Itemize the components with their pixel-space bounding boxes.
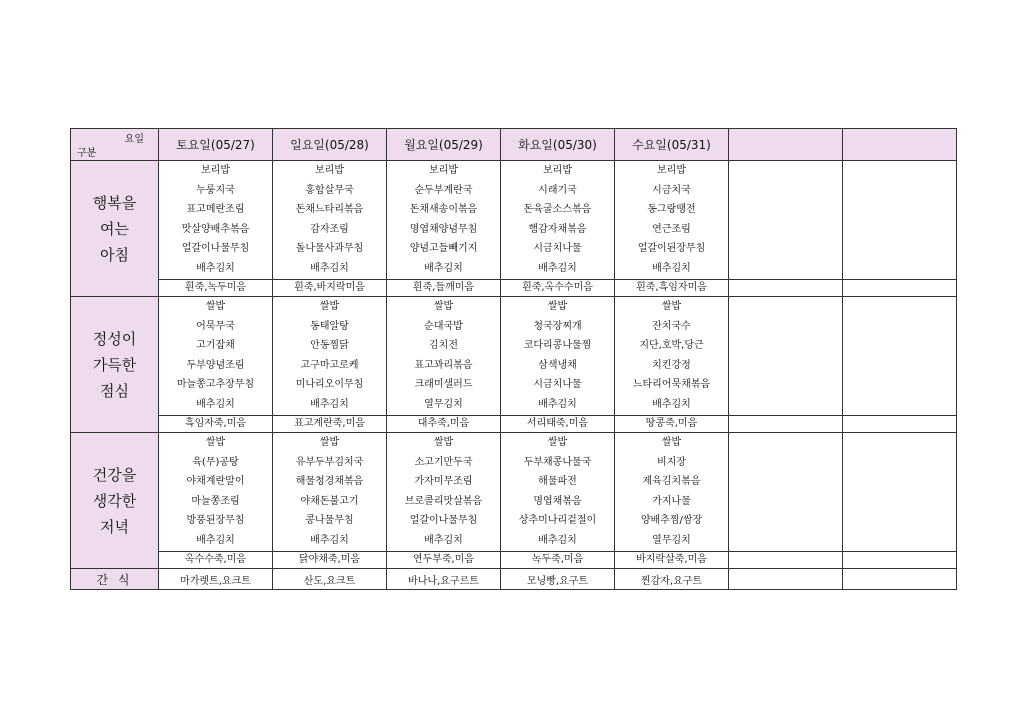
menu-item: 김치전 bbox=[429, 340, 458, 351]
menu-item: 쌀밥 bbox=[433, 301, 454, 312]
lunch-porridge-row bbox=[71, 416, 957, 433]
menu-item: 누룽지국 bbox=[196, 184, 235, 196]
menu-item: 표고메란조림 bbox=[186, 204, 245, 215]
menu-item: 쌀밥 bbox=[547, 437, 568, 448]
dinner-label-line: 저녁 bbox=[100, 517, 129, 536]
menu-cell bbox=[387, 297, 501, 416]
snack-cell: 바나나,요구르트 bbox=[387, 569, 501, 590]
menu-item: 야채계란말이 bbox=[186, 476, 245, 487]
snack-cell: 마가렛트,요크트 bbox=[159, 569, 273, 590]
menu-cell bbox=[843, 433, 957, 552]
porridge-cell: 흰죽,녹두미음 bbox=[159, 280, 273, 297]
porridge-cell bbox=[843, 552, 957, 569]
porridge-cell bbox=[729, 552, 843, 569]
menu-cell bbox=[501, 433, 615, 552]
porridge-cell: 연두부죽,미음 bbox=[387, 552, 501, 569]
menu-cell bbox=[615, 297, 729, 416]
menu-item: 지단,호박,당근 bbox=[639, 340, 704, 351]
lunch-label-line: 점심 bbox=[100, 381, 129, 400]
menu-item: 명엽채볶음 bbox=[533, 495, 582, 507]
menu-item: 야채돈불고기 bbox=[300, 495, 359, 507]
menu-item: 육(무)공탕 bbox=[192, 456, 239, 468]
porridge-cell bbox=[729, 416, 843, 433]
menu-cell bbox=[273, 297, 387, 416]
porridge-cell: 흰죽,들깨미음 bbox=[387, 280, 501, 297]
menu-item: 잔치국수 bbox=[652, 320, 691, 332]
porridge-cell bbox=[843, 416, 957, 433]
menu-item: 보리밥 bbox=[315, 165, 344, 176]
menu-item: 가자미무조림 bbox=[414, 476, 473, 487]
menu-item: 열무김치 bbox=[652, 534, 691, 546]
menu-item: 쌀밥 bbox=[661, 437, 682, 448]
menu-item: 소고기만두국 bbox=[414, 456, 473, 468]
dinner-label-line: 생각한 bbox=[92, 491, 137, 510]
menu-cell bbox=[729, 297, 843, 416]
menu-item: 치킨강정 bbox=[652, 359, 691, 371]
lunch-menu-row bbox=[71, 297, 957, 416]
menu-item: 홍합살무국 bbox=[305, 184, 354, 196]
snack-cell: 찐감자,요구트 bbox=[615, 569, 729, 590]
menu-item: 코다리콩나물찜 bbox=[523, 340, 592, 351]
menu-cell bbox=[387, 161, 501, 280]
menu-item: 배추김치 bbox=[652, 262, 691, 274]
corner-header-cell bbox=[71, 129, 159, 161]
menu-item: 안동찜닭 bbox=[310, 340, 349, 351]
day-header: 화요일(05/30) bbox=[501, 129, 615, 161]
menu-item: 시래기국 bbox=[538, 184, 577, 196]
breakfast-label-line: 아침 bbox=[100, 245, 129, 264]
porridge-cell: 흰죽,흑임자미음 bbox=[615, 280, 729, 297]
menu-item: 감자조림 bbox=[310, 223, 349, 235]
menu-item: 배추김치 bbox=[538, 262, 577, 274]
porridge-cell: 바지락살죽,미음 bbox=[615, 552, 729, 569]
porridge-cell: 표고계란죽,미음 bbox=[273, 416, 387, 433]
menu-item: 브로콜리맛살볶음 bbox=[404, 495, 483, 507]
breakfast-label bbox=[71, 161, 159, 297]
porridge-cell bbox=[729, 280, 843, 297]
porridge-cell: 닭야채죽,미음 bbox=[273, 552, 387, 569]
menu-item: 두부양념조림 bbox=[186, 359, 245, 371]
menu-item: 배추김치 bbox=[538, 398, 577, 410]
menu-item: 보리밥 bbox=[429, 165, 458, 176]
lunch-label-line: 가득한 bbox=[92, 355, 137, 374]
menu-item: 콩나물무침 bbox=[305, 515, 354, 526]
menu-item: 배추김치 bbox=[196, 398, 235, 410]
breakfast-label-line: 행복을 bbox=[92, 193, 137, 212]
menu-item: 시금치국 bbox=[652, 184, 691, 196]
menu-item: 얼갈이된장무침 bbox=[637, 243, 706, 254]
dinner-label-line: 건강을 bbox=[92, 465, 137, 484]
menu-item: 쌀밥 bbox=[433, 437, 454, 448]
menu-item: 크래미샐러드 bbox=[414, 379, 473, 390]
day-header bbox=[843, 129, 957, 161]
menu-item: 시금치나물 bbox=[533, 243, 582, 254]
corner-day-label: 요일 bbox=[124, 134, 144, 145]
menu-item: 고기잡채 bbox=[196, 340, 235, 351]
snack-cell bbox=[843, 569, 957, 590]
menu-item: 보리밥 bbox=[543, 165, 572, 176]
menu-item: 명엽채양념무침 bbox=[409, 223, 478, 235]
menu-cell bbox=[843, 297, 957, 416]
menu-cell bbox=[273, 161, 387, 280]
menu-item: 마늘쫑조림 bbox=[191, 495, 240, 507]
menu-item: 배추김치 bbox=[310, 398, 349, 410]
menu-item: 쌀밥 bbox=[547, 301, 568, 312]
menu-cell bbox=[501, 297, 615, 416]
porridge-cell: 흰죽,바지락미음 bbox=[273, 280, 387, 297]
menu-item: 비지장 bbox=[657, 456, 686, 468]
menu-item: 미나리오이무침 bbox=[295, 379, 364, 390]
menu-cell bbox=[843, 161, 957, 280]
menu-item: 돈육굴소스볶음 bbox=[523, 204, 592, 215]
menu-item: 동그랑땡전 bbox=[647, 204, 696, 215]
menu-item: 배추김치 bbox=[652, 398, 691, 410]
porridge-cell: 땅콩죽,미음 bbox=[615, 416, 729, 433]
header-row bbox=[71, 129, 957, 161]
dinner-menu-row bbox=[71, 433, 957, 552]
porridge-cell: 대추죽,미음 bbox=[387, 416, 501, 433]
menu-item: 방풍된장무침 bbox=[186, 515, 245, 526]
porridge-cell: 서리태죽,미음 bbox=[501, 416, 615, 433]
day-header: 일요일(05/28) bbox=[273, 129, 387, 161]
breakfast-label-line: 여는 bbox=[100, 219, 129, 238]
menu-item: 마늘쫑고추장무침 bbox=[176, 379, 255, 390]
breakfast-porridge-row bbox=[71, 280, 957, 297]
menu-item: 보리밥 bbox=[201, 165, 230, 176]
menu-item: 배추김치 bbox=[196, 262, 235, 274]
day-header: 토요일(05/27) bbox=[159, 129, 273, 161]
menu-item: 얼갈이나물무침 bbox=[409, 515, 478, 526]
menu-item: 배추김치 bbox=[424, 262, 463, 274]
menu-item: 맛살양배추볶음 bbox=[181, 223, 250, 235]
porridge-cell: 흰죽,옥수수미음 bbox=[501, 280, 615, 297]
menu-item: 제육김치볶음 bbox=[642, 476, 701, 487]
menu-item: 두부채콩나물국 bbox=[523, 456, 592, 468]
menu-item: 시금치나물 bbox=[533, 379, 582, 390]
menu-item: 해물청경채볶음 bbox=[295, 476, 364, 487]
menu-item: 가지나물 bbox=[652, 495, 691, 507]
menu-item: 쌀밥 bbox=[205, 301, 226, 312]
menu-item: 쌀밥 bbox=[661, 301, 682, 312]
menu-cell bbox=[729, 161, 843, 280]
menu-item: 유부두부김치국 bbox=[295, 456, 364, 468]
menu-cell bbox=[729, 433, 843, 552]
snack-cell: 모닝빵,요구트 bbox=[501, 569, 615, 590]
menu-item: 쌀밥 bbox=[319, 437, 340, 448]
menu-item: 연근조림 bbox=[652, 223, 691, 235]
menu-item: 양배추찜/쌈장 bbox=[640, 515, 703, 526]
menu-item: 해물파전 bbox=[538, 476, 577, 487]
lunch-label-line: 정성이 bbox=[92, 329, 137, 348]
dinner-label bbox=[71, 433, 159, 569]
menu-item: 열무김치 bbox=[424, 398, 463, 410]
menu-item: 배추김치 bbox=[310, 534, 349, 546]
menu-cell bbox=[159, 297, 273, 416]
corner-category-label: 구분 bbox=[77, 148, 97, 159]
snack-label: 간 식 bbox=[71, 569, 159, 590]
menu-item: 동태알탕 bbox=[310, 320, 349, 332]
day-header: 수요일(05/31) bbox=[615, 129, 729, 161]
menu-item: 표고꽈리볶음 bbox=[414, 359, 473, 371]
snack-cell bbox=[729, 569, 843, 590]
porridge-cell: 녹두죽,미음 bbox=[501, 552, 615, 569]
day-header: 월요일(05/29) bbox=[387, 129, 501, 161]
menu-item: 돈채느타리볶음 bbox=[295, 204, 364, 215]
menu-item: 삼색냉채 bbox=[538, 359, 577, 371]
dinner-porridge-row bbox=[71, 552, 957, 569]
day-header bbox=[729, 129, 843, 161]
menu-item: 배추김치 bbox=[310, 262, 349, 274]
lunch-label bbox=[71, 297, 159, 433]
snack-row bbox=[71, 569, 957, 590]
menu-item: 청국장찌개 bbox=[533, 320, 582, 332]
menu-item: 보리밥 bbox=[657, 165, 686, 176]
menu-item: 양념고들빼기지 bbox=[409, 243, 478, 254]
menu-item: 쌀밥 bbox=[205, 437, 226, 448]
menu-cell bbox=[387, 433, 501, 552]
menu-item: 순두부계란국 bbox=[414, 184, 473, 196]
menu-cell bbox=[273, 433, 387, 552]
menu-item: 어묵무국 bbox=[196, 320, 235, 332]
menu-cell bbox=[501, 161, 615, 280]
porridge-cell bbox=[843, 280, 957, 297]
menu-cell bbox=[615, 161, 729, 280]
menu-item: 배추김치 bbox=[538, 534, 577, 546]
menu-cell bbox=[159, 433, 273, 552]
menu-cell bbox=[159, 161, 273, 280]
porridge-cell: 옥수수죽,미음 bbox=[159, 552, 273, 569]
menu-item: 얼갈이나물무침 bbox=[181, 243, 250, 254]
menu-item: 돈채새송이볶음 bbox=[409, 204, 478, 215]
breakfast-menu-row bbox=[71, 161, 957, 280]
meal-menu-table bbox=[70, 128, 957, 590]
menu-item: 느타리어묵채볶음 bbox=[632, 379, 711, 390]
menu-item: 배추김치 bbox=[424, 534, 463, 546]
menu-item: 고구마고로케 bbox=[300, 359, 359, 371]
snack-cell: 산도,요크트 bbox=[273, 569, 387, 590]
menu-cell bbox=[615, 433, 729, 552]
menu-item: 상추미나리겉절이 bbox=[518, 515, 597, 526]
menu-item: 배추김치 bbox=[196, 534, 235, 546]
menu-item: 순대국밥 bbox=[424, 320, 463, 332]
porridge-cell: 흑임자죽,미음 bbox=[159, 416, 273, 433]
menu-item: 쌀밥 bbox=[319, 301, 340, 312]
menu-item: 돌나물사과무침 bbox=[295, 243, 364, 254]
menu-item: 햄감자채볶음 bbox=[528, 223, 587, 235]
